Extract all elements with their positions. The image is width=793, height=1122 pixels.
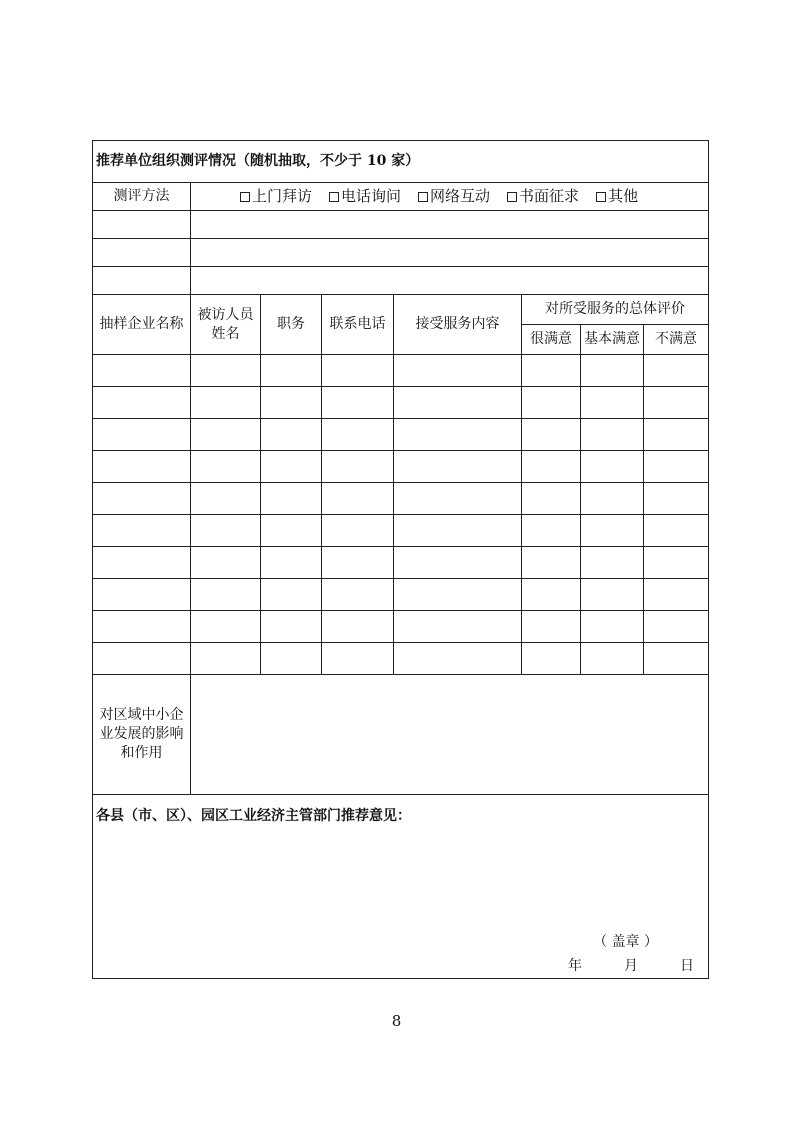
col-evaluation: 对所受服务的总体评价 [522,295,709,325]
col-company: 抽样企业名称 [93,295,191,355]
checkbox-icon[interactable] [240,192,250,202]
col-service: 接受服务内容 [394,295,522,355]
seal-label: （ 盖章 ） [593,934,658,950]
table-row [93,387,709,419]
col-interviewee: 被访人员 姓名 [191,295,261,355]
checkbox-icon[interactable] [329,192,339,202]
rating-unsatisfied: 不满意 [644,325,709,355]
checkbox-icon[interactable] [596,192,606,202]
opinion-label: 各县（市、区）、园区工业经济主管部门推荐意见： [96,808,411,824]
table-row [93,579,709,611]
impact-field[interactable] [191,675,709,795]
evaluation-form [92,140,709,979]
method-phone[interactable]: 电话询问 [329,186,401,206]
page-number: 8 [391,1012,402,1030]
table-row [93,419,709,451]
impact-label: 对区域中小企 业发展的影响 和作用 [93,675,191,795]
method-other[interactable]: 其他 [596,186,638,206]
opinion-section[interactable] [93,795,709,979]
method-written[interactable]: 书面征求 [507,186,579,206]
method-options [191,183,709,211]
table-row [93,515,709,547]
checkbox-icon[interactable] [507,192,517,202]
rating-basically-satisfied: 基本满意 [581,325,644,355]
method-label: 测评方法 [93,183,191,211]
table-row [93,547,709,579]
table-row [93,451,709,483]
checkbox-icon[interactable] [418,192,428,202]
date-line: 年 月 日 [568,958,694,974]
method-detail-row [93,267,709,295]
method-detail-row [93,211,709,239]
rating-very-satisfied: 很满意 [522,325,581,355]
col-phone: 联系电话 [322,295,394,355]
table-row [93,611,709,643]
table-row [93,643,709,675]
section-title: 推荐单位组织测评情况（随机抽取，不少于 10 家） [93,141,709,183]
method-online[interactable]: 网络互动 [418,186,490,206]
table-row [93,355,709,387]
method-visit[interactable]: 上门拜访 [240,186,312,206]
col-position: 职务 [261,295,322,355]
method-detail-row [93,239,709,267]
table-row [93,483,709,515]
